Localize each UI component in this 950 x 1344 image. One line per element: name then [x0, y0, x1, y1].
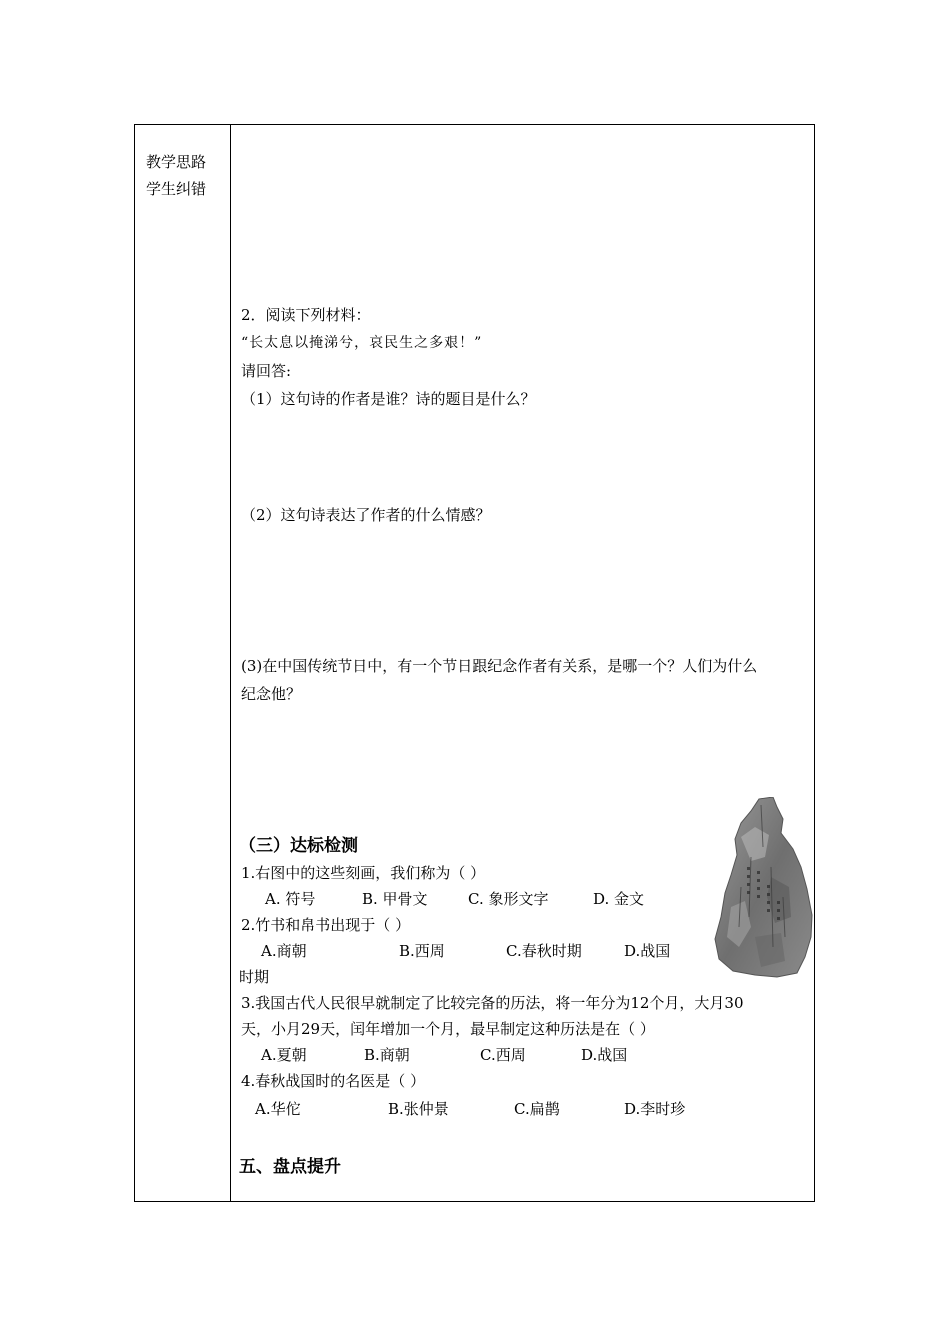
- s3-q3-option-a: A.夏朝: [261, 1046, 307, 1064]
- lesson-table: [134, 124, 815, 1202]
- q2-sub3-line1: (3)在中国传统节日中，有一个节日跟纪念作者有关系，是哪一个？人们为什么: [241, 657, 758, 675]
- q2-intro: 2．阅读下列材料：: [241, 306, 371, 324]
- section3-title: （三）达标检测: [239, 836, 358, 856]
- sidebar-label-line1: 教学思路: [146, 153, 207, 171]
- s3-q1-option-c: C. 象形文字: [468, 890, 549, 908]
- main-content: [135, 125, 814, 1201]
- s3-q3-stem-line2: 天，小月29天，闰年增加一个月，最早制定这种历法是在（ ）: [241, 1020, 655, 1038]
- q2-sub1: （1）这句诗的作者是谁？诗的题目是什么？: [241, 390, 536, 408]
- s3-q4-stem: 4.春秋战国时的名医是（ ）: [241, 1072, 426, 1090]
- s3-q3-option-c: C.西周: [480, 1046, 526, 1064]
- s3-q4-option-a: A.华佗: [255, 1100, 301, 1118]
- s3-q1-option-a: A. 符号: [265, 890, 316, 908]
- q2-sub3-line2: 纪念他？: [241, 685, 302, 703]
- s3-q2-option-a: A.商朝: [261, 942, 307, 960]
- s3-q4-option-d: D.李时珍: [624, 1100, 686, 1118]
- s3-q1-stem: 1.右图中的这些刻画，我们称为（ ）: [241, 864, 486, 882]
- sidebar-label-line2: 学生纠错: [146, 180, 207, 198]
- q2-sub2: （2）这句诗表达了作者的什么情感？: [241, 506, 491, 524]
- s3-q2-wrap: 时期: [239, 968, 270, 986]
- s3-q2-option-c: C.春秋时期: [506, 942, 582, 960]
- q2-quote: “长太息以掩涕兮，哀民生之多艰！”: [241, 335, 483, 351]
- s3-q2-option-d: D.战国: [624, 942, 671, 960]
- section5-title: 五、盘点提升: [239, 1157, 341, 1177]
- s3-q4-option-c: C.扁鹊: [514, 1100, 560, 1118]
- s3-q2-option-b: B.西周: [399, 942, 445, 960]
- s3-q3-option-d: D.战国: [581, 1046, 628, 1064]
- s3-q2-stem: 2.竹书和帛书出现于（ ）: [241, 916, 411, 934]
- q2-prompt: 请回答:: [241, 362, 292, 380]
- s3-q1-option-b: B. 甲骨文: [362, 890, 428, 908]
- s3-q1-option-d: D. 金文: [593, 890, 645, 908]
- s3-q3-stem-line1: 3.我国古代人民很早就制定了比较完备的历法，将一年分为12个月，大月30: [241, 994, 744, 1012]
- s3-q3-option-b: B.商朝: [364, 1046, 410, 1064]
- s3-q4-option-b: B.张仲景: [388, 1100, 449, 1118]
- inscribed-artifact-image: [711, 797, 815, 979]
